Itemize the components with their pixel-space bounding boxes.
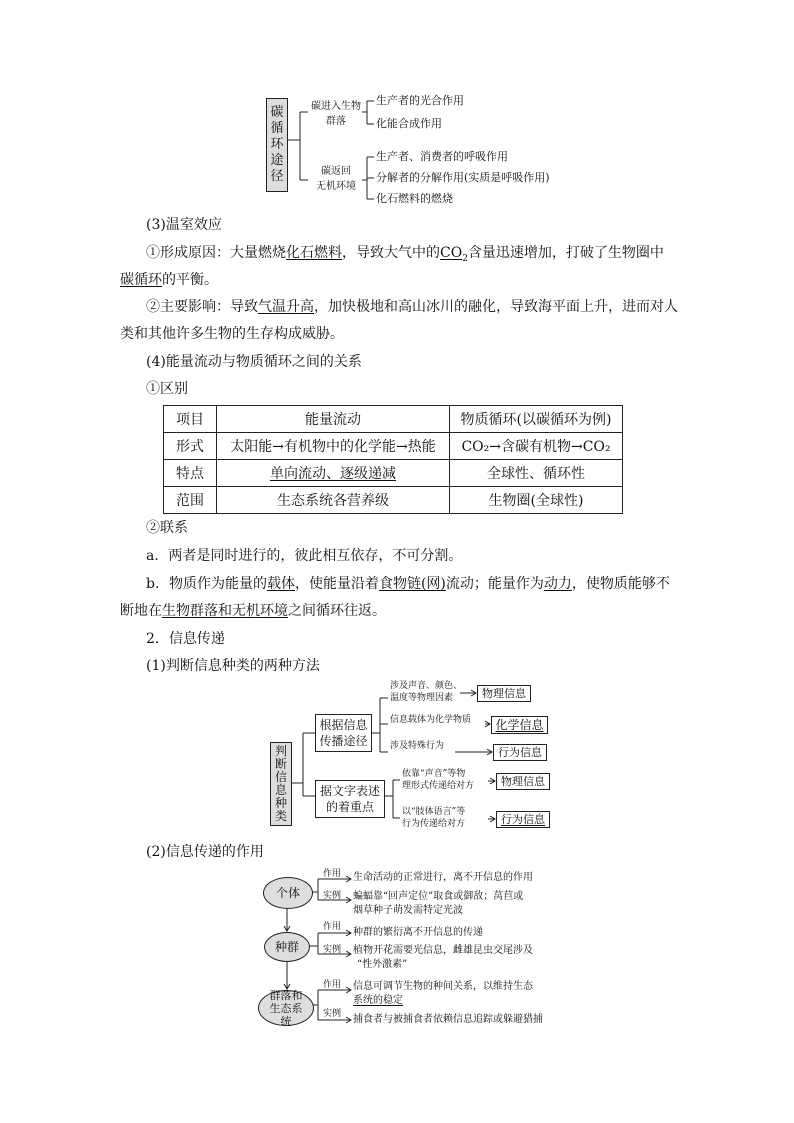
keyword: 食物链(网)	[378, 576, 446, 592]
text: ，加快极地和高山冰川的融化，导致海平面上升，进而对人	[314, 299, 678, 315]
info-type-title: (1)判断信息种类的两种方法	[146, 658, 320, 674]
text: ①形成原因：大量燃烧	[146, 245, 286, 261]
result-box: 行为信息	[493, 744, 547, 761]
role-line: 系统的稳定	[353, 995, 403, 1006]
root-char: 碳	[270, 105, 284, 120]
root-char: 环	[270, 137, 284, 152]
branch-label-line: 碳进入生物	[311, 101, 361, 112]
text: ②主要影响：导致	[146, 299, 258, 315]
keyword: 气温升高	[258, 299, 314, 315]
result-box: 物理信息	[496, 773, 550, 790]
level-community: 群落和生态系统	[258, 990, 314, 1026]
root-char: 种	[274, 796, 287, 810]
root-char: 信	[274, 770, 287, 784]
text: 流动；能量作为	[445, 576, 544, 592]
text: ，使物质能够不	[571, 576, 670, 592]
condition-line: 理形式传递给对方	[402, 781, 475, 791]
section-greenhouse-title: (3)温室效应	[146, 217, 222, 233]
carbon-item: 生产者、消费者的呼吸作用	[376, 150, 508, 163]
condition-line: 以“肢体语言”等	[402, 807, 466, 817]
level-individual: 个体	[263, 877, 313, 909]
table-cell: 单向流动、逐级递减	[217, 460, 450, 487]
condition-text: 信息载体为化学物质	[390, 715, 472, 725]
table-header: 能量流动	[217, 406, 450, 433]
table-cell: 全球性、循环性	[450, 460, 623, 487]
table-cell: 特点	[164, 460, 217, 487]
table-cell: 太阳能→有机物中的化学能→热能	[217, 433, 450, 460]
root-char: 类	[274, 809, 287, 823]
box-line: 的着重点	[325, 800, 374, 814]
keyword: 生物群落和无机环境	[162, 603, 288, 619]
role-text: 生命活动的正常进行，离不开信息的作用	[353, 872, 533, 883]
role-text: 种群的繁衍离不开信息的传递	[353, 927, 483, 938]
text: b．物质作为能量的	[146, 576, 267, 592]
role-label: 作用	[323, 869, 342, 879]
branch-label-line: 无机环境	[316, 181, 356, 192]
keyword: 载体	[266, 576, 295, 592]
level-population: 种群	[264, 932, 310, 962]
example-line: 蝙蝠靠“回声定位”取食或御敌；莴苣或	[353, 891, 524, 902]
box-line: 传播途径	[319, 734, 368, 748]
carbon-item: 生产者的光合作用	[376, 94, 464, 107]
carbon-item: 化能合成作用	[376, 117, 442, 130]
table-cell: 范围	[164, 487, 217, 514]
box-line: 根据信息	[319, 718, 368, 732]
result-box: 行为信息	[496, 811, 550, 828]
result-box: 化学信息	[491, 716, 548, 734]
text: 的平衡。	[162, 272, 218, 288]
root-char: 途	[270, 153, 284, 168]
text: ，使能量沿着	[294, 576, 379, 592]
section-info-title: 2．信息传递	[146, 631, 225, 647]
table-cell: CO₂→含碳有机物→CO₂	[450, 433, 623, 460]
role-label: 作用	[323, 922, 342, 932]
keyword: 化石燃料	[286, 245, 342, 261]
carbon-item: 化石燃料的燃烧	[376, 192, 453, 205]
root-char: 循	[270, 121, 284, 136]
example-line: 烟草种子萌发需特定光波	[353, 905, 463, 916]
text: 断地在	[120, 603, 162, 619]
role-label: 作用	[323, 980, 342, 990]
root-char: 判	[274, 744, 287, 758]
text: 之间循环往返。	[288, 603, 386, 619]
difference-label: ①区别	[146, 381, 188, 397]
keyword: 碳循环	[120, 272, 162, 288]
example-label: 实例	[323, 1009, 342, 1019]
result-box: 物理信息	[477, 685, 531, 702]
role-line: 信息可调节生物的种间关系，以维持生态	[353, 981, 533, 992]
keyword: 动力	[543, 576, 572, 592]
carbon-item: 分解者的分解作用(实质是呼吸作用)	[376, 171, 550, 184]
example-line: 植物开花需要光信息，雌雄昆虫交尾涉及	[353, 945, 533, 956]
example-label: 实例	[323, 945, 342, 955]
condition-line: 依靠“声音”等物	[402, 769, 466, 779]
example-text	[353, 944, 533, 972]
table-cell: 形式	[164, 433, 217, 460]
condition-line: 温度等物理因素	[390, 693, 454, 703]
greenhouse-impact-cont: 类和其他许多生物的生存构成威胁。	[120, 326, 344, 342]
example-line: “性外激素”	[357, 959, 408, 970]
info-role-title: (2)信息传递的作用	[146, 844, 264, 860]
text: 含量迅速增加，打破了生物圈中	[467, 245, 664, 261]
table-cell: 生物圈(全球性)	[450, 487, 623, 514]
example-text	[353, 890, 523, 918]
box-line: 据文字表述	[319, 784, 380, 798]
relation-label: ②联系	[146, 520, 188, 536]
subscript: 2	[462, 253, 468, 264]
section-relation-title: (4)能量流动与物质循环之间的关系	[146, 354, 362, 370]
root-char: 断	[274, 757, 287, 771]
text: CO	[440, 245, 463, 261]
condition-line: 涉及声音、颜色、	[390, 681, 463, 691]
condition-line: 行为传递给对方	[402, 819, 466, 829]
table-header: 项目	[164, 406, 217, 433]
root-char: 息	[274, 783, 287, 797]
branch-label-line: 群落	[326, 116, 346, 127]
condition-text: 涉及特殊行为	[390, 741, 445, 751]
root-char: 径	[270, 169, 284, 184]
example-text: 捕食者与被捕食者依赖信息追踪或躲避猎捕	[353, 1014, 543, 1025]
example-label: 实例	[323, 891, 342, 901]
table-cell: 生态系统各营养级	[217, 487, 450, 514]
text: ，导致大气中的	[342, 245, 440, 261]
branch-label-line: 碳返回	[321, 166, 351, 177]
table-header: 物质循环(以碳循环为例)	[450, 406, 623, 433]
role-text	[353, 980, 533, 1008]
relation-a: a．两者是同时进行的，彼此相互依存，不可分割。	[146, 548, 463, 564]
